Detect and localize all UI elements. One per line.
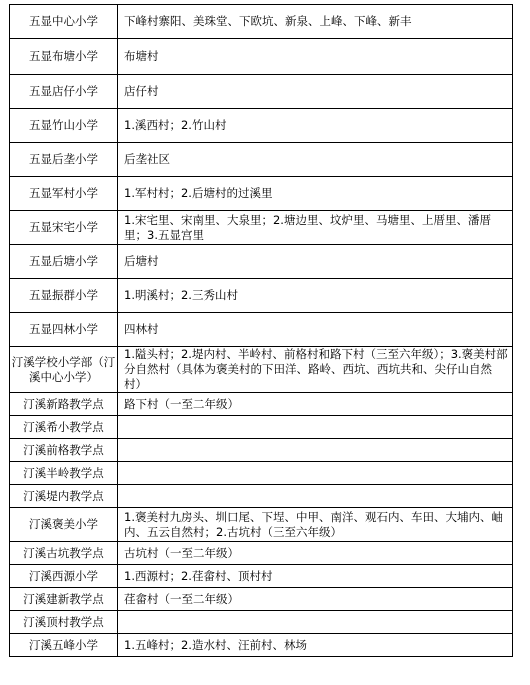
table-row (10, 588, 513, 611)
district-area-cell (118, 485, 513, 508)
school-name-cell: 五显竹山小学 (10, 109, 118, 143)
school-name-cell: 汀溪建新教学点 (10, 588, 118, 611)
district-area-cell (118, 462, 513, 485)
school-name-cell: 汀溪希小教学点 (10, 416, 118, 439)
table-row (10, 279, 513, 313)
school-name-cell: 汀溪前格教学点 (10, 439, 118, 462)
school-name-cell: 五显布塘小学 (10, 39, 118, 75)
table-row (10, 462, 513, 485)
school-name-cell: 汀溪学校小学部（汀溪中心小学） (10, 347, 118, 393)
table-row (10, 565, 513, 588)
school-name-cell: 汀溪西源小学 (10, 565, 118, 588)
table-row (10, 347, 513, 393)
table-row (10, 542, 513, 565)
district-area-cell (118, 439, 513, 462)
table-row (10, 143, 513, 177)
school-name-cell: 五显军村小学 (10, 177, 118, 211)
district-area-cell: 1.隘头村；2.堤内村、半岭村、前格村和路下村（三至六年级）；3.褒美村部分自然村（具体为褒美村的下田洋、路岭、西坑、西坑共和、尖仔山自然村） (118, 347, 513, 393)
table-row (10, 393, 513, 416)
table-row (10, 508, 513, 542)
district-area-cell: 1.军村村；2.后塘村的过溪里 (118, 177, 513, 211)
district-area-cell: 后垄社区 (118, 143, 513, 177)
district-area-cell: 1.西源村；2.荏畲村、顶村村 (118, 565, 513, 588)
table-row (10, 5, 513, 39)
table-row (10, 39, 513, 75)
table-row (10, 634, 513, 657)
table-row (10, 75, 513, 109)
table-row (10, 439, 513, 462)
school-district-table (9, 4, 513, 657)
school-name-cell: 五显店仔小学 (10, 75, 118, 109)
school-name-cell: 汀溪五峰小学 (10, 634, 118, 657)
school-name-cell: 五显四林小学 (10, 313, 118, 347)
school-name-cell: 汀溪顶村教学点 (10, 611, 118, 634)
school-name-cell: 五显振群小学 (10, 279, 118, 313)
school-name-cell: 五显后塘小学 (10, 245, 118, 279)
table-row (10, 109, 513, 143)
district-area-cell: 下峰村寨阳、美珠堂、下欧坑、新泉、上峰、下峰、新丰 (118, 5, 513, 39)
school-name-cell: 五显宋宅小学 (10, 211, 118, 245)
school-name-cell: 汀溪堤内教学点 (10, 485, 118, 508)
table-row (10, 211, 513, 245)
school-name-cell: 汀溪半岭教学点 (10, 462, 118, 485)
school-name-cell: 汀溪新路教学点 (10, 393, 118, 416)
table-row (10, 245, 513, 279)
district-area-cell: 后塘村 (118, 245, 513, 279)
district-area-cell: 四林村 (118, 313, 513, 347)
district-area-cell (118, 611, 513, 634)
district-area-cell: 1.明溪村；2.三秀山村 (118, 279, 513, 313)
district-area-cell: 路下村（一至二年级） (118, 393, 513, 416)
table-row (10, 313, 513, 347)
district-area-cell: 布塘村 (118, 39, 513, 75)
district-area-cell: 1.宋宅里、宋南里、大泉里；2.塘边里、坟炉里、马塘里、上厝里、潘厝里；3.五显宫里 (118, 211, 513, 245)
district-area-cell: 古坑村（一至二年级） (118, 542, 513, 565)
table-row (10, 416, 513, 439)
district-area-cell: 1.溪西村；2.竹山村 (118, 109, 513, 143)
school-name-cell: 五显后垄小学 (10, 143, 118, 177)
district-area-cell: 荏畲村（一至二年级） (118, 588, 513, 611)
school-name-cell: 汀溪褒美小学 (10, 508, 118, 542)
district-area-cell (118, 416, 513, 439)
district-area-cell: 1.五峰村；2.造水村、汪前村、林场 (118, 634, 513, 657)
table-row (10, 611, 513, 634)
school-name-cell: 五显中心小学 (10, 5, 118, 39)
district-area-cell: 1.褒美村九房头、圳口尾、下埕、中甲、南洋、观石内、车田、大埔内、岫内、五云自然村；2.古坑村（三至六年级） (118, 508, 513, 542)
table-row (10, 485, 513, 508)
district-area-cell: 店仔村 (118, 75, 513, 109)
table-row (10, 177, 513, 211)
school-name-cell: 汀溪古坑教学点 (10, 542, 118, 565)
